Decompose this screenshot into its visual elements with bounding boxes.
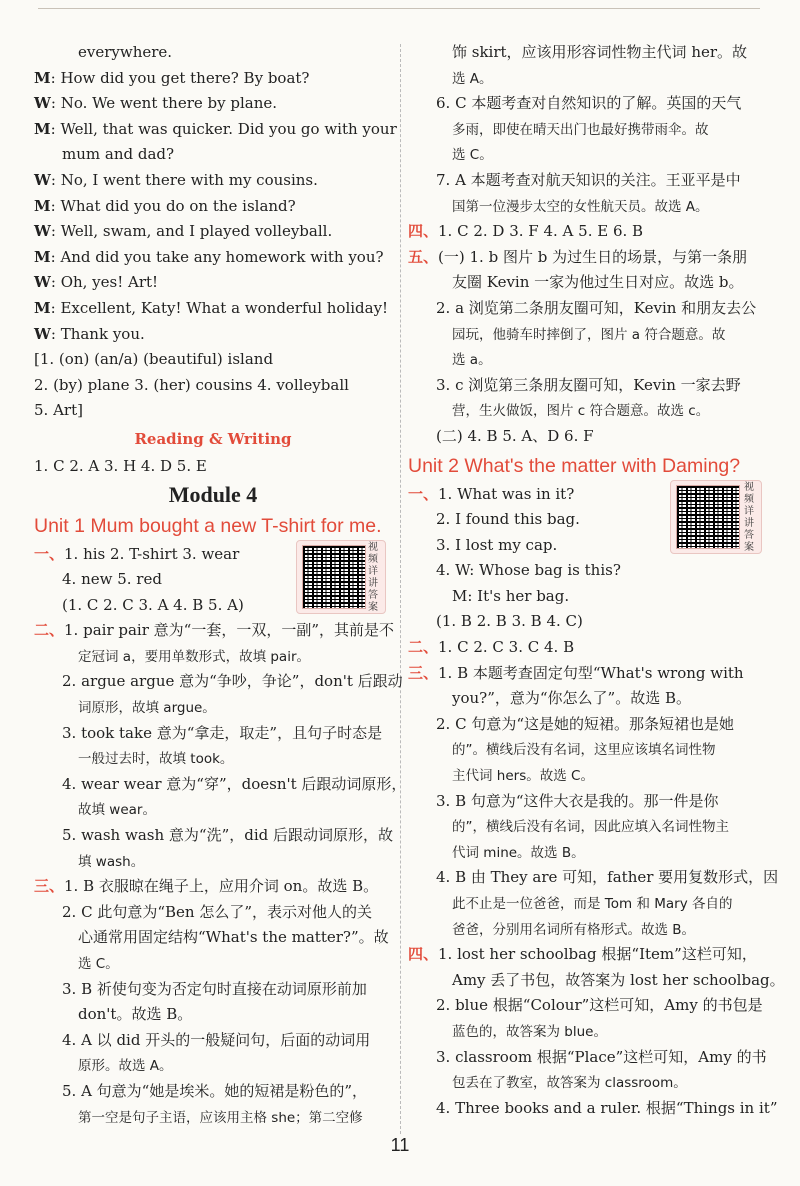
- line-text: 3. I lost my cap.: [436, 535, 558, 554]
- line-text: Well, swam, and I played volleyball.: [60, 222, 333, 241]
- question-section-mark: 二、: [408, 638, 439, 657]
- answer-line: [408, 635, 770, 661]
- answer-line: W: Well, swam, and I played volleyball.: [34, 222, 333, 241]
- answer-line: [408, 1096, 778, 1122]
- line-text: you?”，意为“你怎么了”。故选 B。: [452, 689, 692, 708]
- answer-line: [408, 296, 770, 322]
- answer-line: W: No. We went there by plane.: [34, 94, 278, 113]
- top-rule: [38, 8, 760, 9]
- answer-line: [408, 142, 770, 168]
- line-text: What did you do on the island?: [60, 196, 296, 215]
- line-text: 5. A 句意为“她是埃米。她的短裙是粉色的”，: [62, 1081, 368, 1100]
- line-text: 7. A 本题考查对航天知识的关注。王亚平是中: [436, 170, 741, 189]
- speaker-label: M: [34, 247, 51, 266]
- speaker-label: M: [34, 298, 51, 317]
- answer-line: [34, 347, 392, 373]
- question-section-mark: 一、: [408, 484, 439, 503]
- answer-line: [408, 347, 770, 373]
- question-section-mark: 三、: [34, 877, 65, 896]
- answer-line: [408, 712, 770, 738]
- line-text: 包丢在了教室，故答案为 classroom。: [452, 1075, 687, 1092]
- answer-line: [34, 695, 392, 721]
- answer-line: [408, 891, 770, 917]
- line-text: 3. c 浏览第三条朋友圈可知，Kevin 一家去野: [436, 375, 741, 394]
- answer-line: [34, 1079, 392, 1105]
- answer-line: M: Well, that was quicker. Did you go with your: [34, 119, 397, 138]
- line-text: 填 wash。: [78, 853, 145, 870]
- qr-caption-unit1: 视频详讲答案: [368, 542, 378, 613]
- speaker-label: W: [34, 170, 51, 189]
- answer-line: [408, 398, 770, 424]
- answer-line: [34, 669, 403, 695]
- line-text: 爸爸，分别用名词所有格形式。故选 B。: [452, 921, 696, 938]
- answer-line: [408, 245, 770, 271]
- line-text: 2. I found this bag.: [436, 510, 580, 529]
- line-text: 4. W: Whose bag is this?: [436, 561, 621, 580]
- answer-line: [408, 1019, 770, 1045]
- line-text: No, I went there with my cousins.: [60, 170, 318, 189]
- line-text: How did you get there? By boat?: [60, 68, 310, 87]
- line-text: 第一空是句子主语，应该用主格 she；第二空修: [78, 1109, 363, 1126]
- question-section-mark: 一、: [34, 544, 65, 563]
- line-text: 4. new 5. red: [62, 570, 162, 589]
- line-text: 1. C 2. D 3. F 4. A 5. E 6. B: [438, 222, 644, 241]
- line-text: 1. C 2. A 3. H 4. D 5. E: [34, 456, 207, 475]
- speaker-label: W: [34, 222, 51, 241]
- line-text: 1. pair pair 意为“一套，一双，一副”，其前是不: [64, 621, 394, 640]
- line-text: 饰 skirt，应该用形容词性物主代词 her。故: [452, 43, 748, 61]
- line-text: Thank you.: [60, 324, 145, 343]
- line-text: Amy 丢了书包，故答案为 lost her schoolbag。: [452, 970, 785, 989]
- answer-line: [408, 737, 770, 763]
- line-text: 词原形，故填 argue。: [78, 700, 216, 717]
- answer-line: [34, 1105, 392, 1131]
- line-text: 选 a。: [452, 352, 492, 369]
- answer-line: [408, 968, 785, 994]
- qr-code-unit2[interactable]: [676, 485, 740, 549]
- answer-line: [408, 373, 770, 399]
- line-text: 3. took take 意为“拿走，取走”，且句子时态是: [62, 723, 383, 742]
- line-text: (一) 1. b 图片 b 为过生日的场景，与第一条朋: [438, 247, 748, 266]
- line-text: 2. a 浏览第二条朋友圈可知，Kevin 和朋友去公: [436, 298, 757, 317]
- answer-line: [34, 454, 392, 480]
- line-text: 2. blue 根据“Colour”这栏可知，Amy 的书包是: [436, 996, 763, 1015]
- answer-line: [408, 322, 770, 348]
- answer-line: [408, 66, 770, 92]
- line-text: 2. C 此句意为“Ben 怎么了”，表示对他人的关: [62, 902, 372, 921]
- answer-line: [408, 40, 770, 66]
- line-text: 多雨，即使在晴天出门也最好携带雨伞。故: [452, 121, 709, 138]
- line-text: Well, that was quicker. Did you go with your: [60, 119, 397, 138]
- answer-line: [408, 1045, 770, 1071]
- answer-line: [408, 993, 770, 1019]
- page-number: 11: [390, 1135, 410, 1155]
- line-text: 的”，横线后没有名词，因此应填入名词性物主: [452, 819, 729, 836]
- line-text: 5. Art]: [34, 401, 83, 420]
- answer-line: [34, 797, 392, 823]
- line-text: don't。故选 B。: [78, 1005, 193, 1024]
- line-text: 3. B 句意为“这件大衣是我的。那一件是你: [436, 791, 719, 810]
- line-text: 1. his 2. T-shirt 3. wear: [64, 544, 240, 563]
- line-text: 此不止是一位爸爸，而是 Tom 和 Mary 各自的: [452, 896, 733, 912]
- line-text: No. We went there by plane.: [60, 94, 278, 113]
- answer-line: [408, 840, 770, 866]
- answer-line: [408, 917, 770, 943]
- line-text: 心通常用固定结构“What's the matter?”。故: [78, 928, 389, 947]
- answer-line: [408, 584, 770, 610]
- qr-code-unit1[interactable]: [302, 545, 366, 609]
- answer-line: [34, 721, 392, 747]
- answer-line: [34, 772, 407, 798]
- speaker-label: M: [34, 196, 51, 215]
- question-section-mark: 三、: [408, 663, 439, 682]
- line-text: M: It's her bag.: [452, 586, 570, 605]
- line-text: 2. (by) plane 3. (her) cousins 4. volleyball: [34, 375, 349, 394]
- line-text: (二) 4. B 5. A、D 6. F: [436, 426, 594, 445]
- right-column: [408, 40, 785, 1121]
- section-heading: Reading & Writing: [134, 429, 292, 448]
- answer-line: W: Oh, yes! Art!: [34, 273, 159, 292]
- unit-heading: Unit 2 What's the matter with Daming?: [408, 454, 741, 477]
- line-text: 2. argue argue 意为“争吵，争论”，don't 后跟动: [62, 672, 403, 691]
- column-divider: [400, 44, 401, 1134]
- answer-line: [408, 424, 770, 450]
- answer-line: [34, 1028, 392, 1054]
- answer-line: [408, 219, 770, 245]
- line-text: mum and dad?: [62, 145, 175, 164]
- answer-line: [34, 618, 392, 644]
- answer-line: [408, 942, 770, 968]
- line-text: 蓝色的，故答案为 blue。: [452, 1023, 607, 1040]
- line-text: Oh, yes! Art!: [60, 273, 159, 292]
- question-section-mark: 五、: [408, 247, 439, 266]
- answer-line: [34, 849, 392, 875]
- line-text: 园玩，他骑车时摔倒了，图片 a 符合题意。故: [452, 326, 726, 343]
- line-text: 1. B 衣服晾在绳子上，应用介词 on。故选 B。: [64, 877, 379, 896]
- answer-line: W: Thank you.: [34, 324, 145, 343]
- speaker-label: M: [34, 68, 51, 87]
- line-text: 主代词 hers。故选 C。: [452, 768, 594, 785]
- answer-line: [408, 1070, 770, 1096]
- answer-line: [408, 168, 770, 194]
- line-text: 一般过去时，故填 took。: [78, 751, 234, 768]
- answer-line: [34, 398, 392, 424]
- line-text: 的”。横线后没有名词，这里应该填名词性物: [452, 742, 716, 759]
- answer-line: [408, 686, 770, 712]
- line-text: 4. A 以 did 开头的一般疑问句，后面的动词用: [62, 1030, 371, 1049]
- line-text: 原形。故选 A。: [78, 1058, 173, 1075]
- answer-line: [408, 558, 770, 584]
- answer-line: [34, 874, 392, 900]
- answer-line: [34, 373, 392, 399]
- answer-line: M: And did you take any homework with you?: [34, 247, 384, 266]
- answer-line: [408, 789, 770, 815]
- line-text: 1. What was in it?: [438, 484, 575, 503]
- speaker-label: W: [34, 94, 51, 113]
- question-section-mark: 四、: [408, 222, 439, 241]
- line-text: 选 C。: [78, 956, 119, 972]
- line-text: 2. C 句意为“这是她的短裙。那条短裙也是她: [436, 714, 734, 733]
- answer-line: [34, 1002, 392, 1028]
- answer-line: [408, 763, 770, 789]
- answer-line: [408, 814, 770, 840]
- answer-line: [34, 823, 392, 849]
- line-text: 3. classroom 根据“Place”这栏可知，Amy 的书: [436, 1047, 767, 1066]
- line-text: [1. (on) (an/a) (beautiful) island: [34, 350, 274, 369]
- unit-heading: Unit 1 Mum bought a new T-shirt for me.: [34, 514, 382, 537]
- line-text: 选 C。: [452, 147, 493, 164]
- line-text: 4. B 由 They are 可知，father 要用复数形式，因: [436, 868, 779, 887]
- answer-line: [408, 194, 770, 220]
- speaker-label: W: [34, 273, 51, 292]
- answer-line: [34, 1053, 392, 1079]
- line-text: 1. lost her schoolbag 根据“Item”这栏可知，: [438, 945, 757, 964]
- line-text: 1. B 本题考查固定句型“What's wrong with: [438, 663, 744, 682]
- line-text: 1. C 2. C 3. C 4. B: [438, 638, 575, 657]
- answer-line: M: What did you do on the island?: [34, 196, 296, 215]
- answer-line: [34, 40, 392, 66]
- answer-line: [408, 91, 770, 117]
- answer-line: [408, 270, 770, 296]
- line-text: (1. C 2. C 3. A 4. B 5. A): [62, 595, 244, 614]
- line-text: 代词 mine。故选 B。: [452, 844, 585, 861]
- line-text: everywhere.: [78, 43, 173, 61]
- question-section-mark: 二、: [34, 621, 65, 640]
- qr-caption-unit2: 视频详讲答案: [744, 482, 754, 553]
- module-heading: Module 4: [168, 481, 258, 507]
- answer-line: [34, 951, 392, 977]
- speaker-label: M: [34, 119, 51, 138]
- answer-line: [408, 865, 779, 891]
- answer-line: [408, 117, 770, 143]
- speaker-label: W: [34, 324, 51, 343]
- line-text: 6. C 本题考查对自然知识的了解。英国的天气: [436, 94, 742, 113]
- answer-line: W: No, I went there with my cousins.: [34, 170, 318, 189]
- line-text: And did you take any homework with you?: [60, 247, 384, 266]
- line-text: 国第一位漫步太空的女性航天员。故选 A。: [452, 198, 709, 215]
- line-text: 营，生火做饭，图片 c 符合题意。故选 c。: [452, 403, 710, 420]
- line-text: 4. wear wear 意为“穿”，doesn't 后跟动词原形，: [62, 774, 407, 793]
- answer-line: [34, 644, 392, 670]
- answer-line: [34, 142, 392, 168]
- line-text: 5. wash wash 意为“洗”，did 后跟动词原形，故: [62, 826, 394, 845]
- answer-line: [34, 746, 392, 772]
- answer-line: M: How did you get there? By boat?: [34, 68, 310, 87]
- line-text: (1. B 2. B 3. B 4. C): [436, 612, 583, 631]
- answer-line: [34, 925, 392, 951]
- line-text: 友圈 Kevin 一家为他过生日对应。故选 b。: [452, 273, 744, 292]
- question-section-mark: 四、: [408, 945, 439, 964]
- line-text: 4. Three books and a ruler. 根据“Things in it”: [436, 1098, 778, 1117]
- line-text: 选 A。: [452, 70, 493, 87]
- line-text: 故填 wear。: [78, 802, 156, 819]
- line-text: Excellent, Katy! What a wonderful holiday!: [60, 298, 389, 317]
- answer-line: [34, 977, 392, 1003]
- line-text: 3. B 祈使句变为否定句时直接在动词原形前加: [62, 979, 367, 998]
- answer-line: [408, 609, 770, 635]
- answer-line: M: Excellent, Katy! What a wonderful holiday!: [34, 298, 389, 317]
- answer-line: [408, 661, 770, 687]
- answer-line: [34, 900, 392, 926]
- line-text: 定冠词 a，要用单数形式，故填 pair。: [78, 648, 310, 665]
